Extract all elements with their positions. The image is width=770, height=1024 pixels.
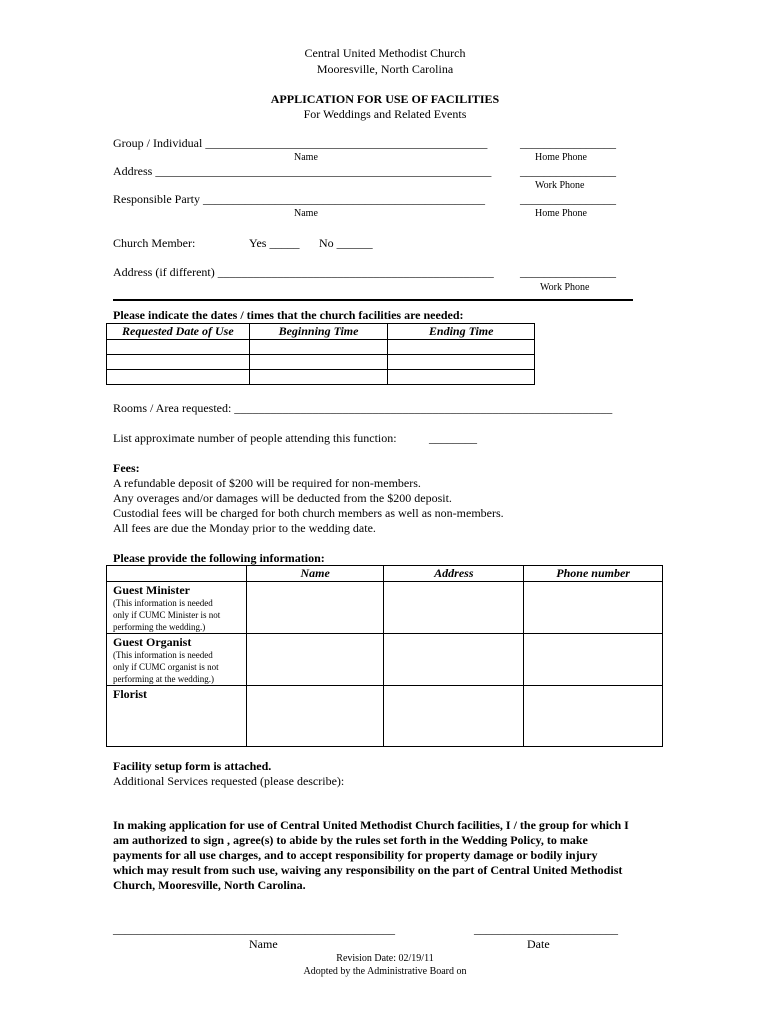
group-individual-field[interactable]: Group / Individual _______________________________________________ — [113, 136, 488, 150]
row-note: (This information is needed — [113, 650, 213, 660]
row-note: (This information is needed — [113, 598, 213, 608]
form-title: APPLICATION FOR USE OF FACILITIES — [270, 92, 500, 106]
fee-line: Custodial fees will be charged for both church members as well as non-members. — [113, 506, 504, 520]
role-cell — [107, 634, 247, 686]
table-row — [107, 340, 535, 355]
home-phone-caption: Home Phone — [535, 152, 587, 163]
col-beginning-time: Beginning Time — [249, 324, 388, 340]
signature-name-label: Name — [249, 937, 278, 951]
end-time-cell[interactable] — [388, 370, 535, 385]
member-no-field[interactable]: No ______ — [319, 236, 373, 250]
agreement-line: which may result from such use, waiving any responsibility on the part of Central United Methodist — [113, 863, 623, 877]
fees-heading: Fees: — [113, 461, 140, 475]
date-cell[interactable] — [107, 340, 250, 355]
name-cell[interactable] — [246, 686, 384, 747]
agreement-line: Church, Mooresville, North Carolina. — [113, 878, 306, 892]
role-cell — [107, 582, 247, 634]
fee-line: Any overages and/or damages will be deducted from the $200 deposit. — [113, 491, 452, 505]
table-row — [107, 370, 535, 385]
begin-time-cell[interactable] — [249, 355, 388, 370]
alt-work-phone-field[interactable]: ________________ — [520, 265, 616, 279]
name-cell[interactable] — [246, 582, 384, 634]
setup-attached: Facility setup form is attached. — [113, 759, 272, 773]
col-requested-date: Requested Date of Use — [107, 324, 250, 340]
name-cell[interactable] — [246, 634, 384, 686]
attendance-label: List approximate number of people attending this function: — [113, 431, 397, 445]
phone-cell[interactable] — [524, 582, 663, 634]
fee-line: All fees are due the Monday prior to the wedding date. — [113, 521, 376, 535]
row-note: performing at the wedding.) — [113, 674, 214, 684]
info-table — [106, 565, 663, 747]
name-caption: Name — [294, 152, 318, 163]
form-subtitle: For Weddings and Related Events — [303, 107, 467, 121]
attendance-field[interactable]: ________ — [429, 431, 477, 445]
phone-cell[interactable] — [524, 686, 663, 747]
table-row — [107, 686, 663, 747]
alt-address-field[interactable]: Address (if different) ______________________________________________ — [113, 265, 494, 279]
group-home-phone-field[interactable]: ________________ — [520, 136, 616, 150]
begin-time-cell[interactable] — [249, 340, 388, 355]
signature-date-label: Date — [527, 937, 550, 951]
signature-date-field[interactable]: ________________________ — [474, 922, 618, 936]
col-ending-time: Ending Time — [388, 324, 535, 340]
col-phone: Phone number — [524, 566, 663, 582]
table-row — [107, 634, 663, 686]
end-time-cell[interactable] — [388, 340, 535, 355]
row-title: Guest Minister — [113, 583, 190, 597]
table-row — [107, 582, 663, 634]
row-title: Florist — [113, 687, 147, 701]
work-phone-caption: Work Phone — [535, 180, 585, 191]
responsible-party-field[interactable]: Responsible Party _______________________________________________ — [113, 192, 485, 206]
additional-services-label: Additional Services requested (please describe): — [113, 774, 345, 788]
date-cell[interactable] — [107, 370, 250, 385]
row-note: only if CUMC organist is not — [113, 662, 219, 672]
info-heading: Please provide the following information: — [113, 551, 325, 565]
address-cell[interactable] — [384, 634, 524, 686]
work-phone-caption: Work Phone — [540, 282, 590, 293]
row-note: performing the wedding.) — [113, 622, 206, 632]
church-member-label: Church Member: — [113, 236, 196, 250]
col-address: Address — [384, 566, 524, 582]
responsible-home-phone-field[interactable]: ________________ — [520, 192, 616, 206]
begin-time-cell[interactable] — [249, 370, 388, 385]
agreement-line: payments for all use charges, and to accept responsibility for property damage or bodily injury — [113, 848, 598, 862]
col-role — [107, 566, 247, 582]
row-title: Guest Organist — [113, 635, 192, 649]
signature-name-field[interactable]: _______________________________________________ — [113, 922, 395, 936]
role-cell — [107, 686, 247, 747]
dates-table — [106, 323, 535, 385]
table-header-row — [107, 566, 663, 582]
date-cell[interactable] — [107, 355, 250, 370]
name-caption: Name — [294, 208, 318, 219]
rooms-field[interactable]: Rooms / Area requested: _______________________________________________________________ — [113, 401, 613, 415]
member-yes-field[interactable]: Yes _____ — [249, 236, 300, 250]
address-work-phone-field[interactable]: ________________ — [520, 164, 616, 178]
church-location: Mooresville, North Carolina — [316, 62, 454, 76]
section-divider — [113, 299, 633, 301]
address-field[interactable]: Address ________________________________________________________ — [113, 164, 492, 178]
row-note: only if CUMC Minister is not — [113, 610, 221, 620]
address-cell[interactable] — [384, 686, 524, 747]
table-row — [107, 355, 535, 370]
col-name: Name — [246, 566, 384, 582]
home-phone-caption: Home Phone — [535, 208, 587, 219]
dates-heading: Please indicate the dates / times that the church facilities are needed: — [113, 308, 464, 322]
church-name: Central United Methodist Church — [304, 46, 466, 60]
fee-line: A refundable deposit of $200 will be required for non-members. — [113, 476, 421, 490]
agreement-line: am authorized to sign , agree(s) to abide by the rules set forth in the Wedding Policy, to make — [113, 833, 588, 847]
end-time-cell[interactable] — [388, 355, 535, 370]
table-header-row — [107, 324, 535, 340]
agreement-line: In making application for use of Central United Methodist Church facilities, I / the group for which I — [113, 818, 629, 832]
adopted-note: Adopted by the Administrative Board on — [303, 966, 467, 977]
address-cell[interactable] — [384, 582, 524, 634]
phone-cell[interactable] — [524, 634, 663, 686]
revision-date: Revision Date: 02/19/11 — [336, 953, 434, 964]
